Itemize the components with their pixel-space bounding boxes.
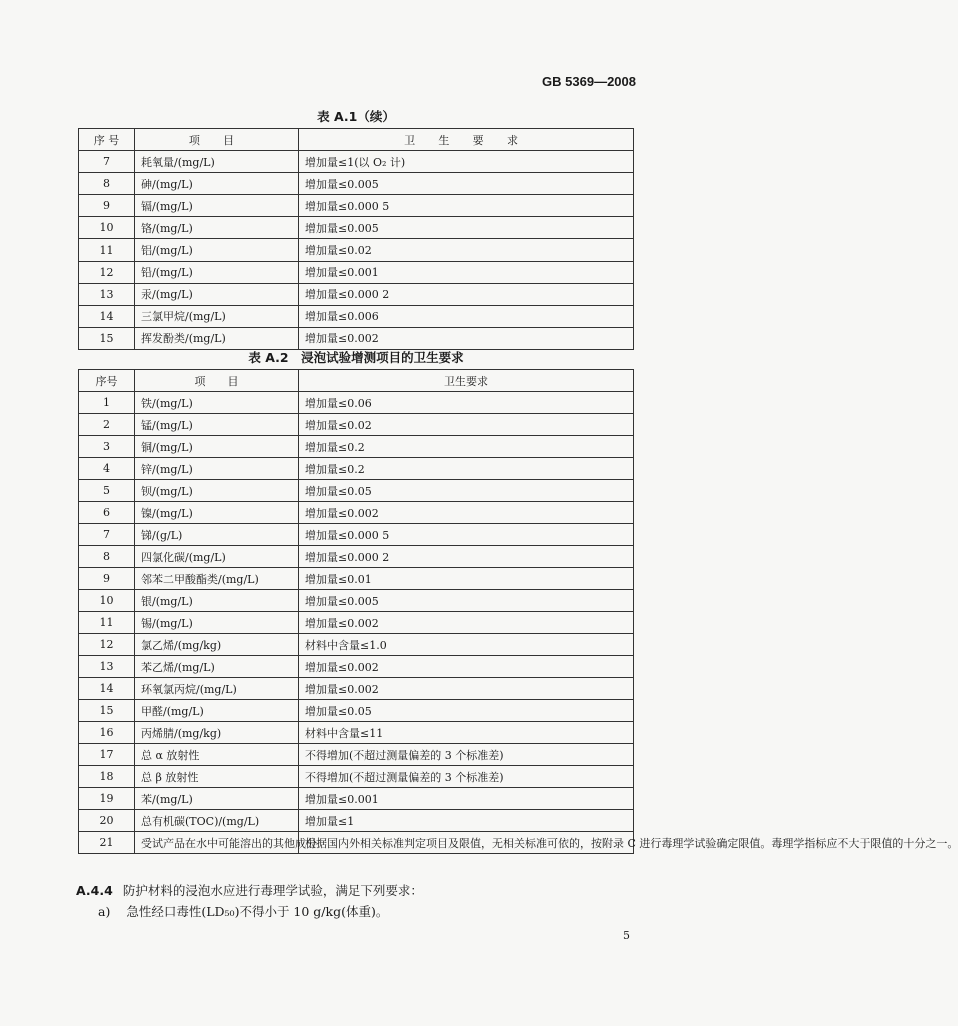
table-row (79, 217, 634, 239)
table-row (79, 546, 634, 568)
cell-requirement: 增加量≤0.002 (299, 327, 634, 349)
cell-item: 邻苯二甲酸酯类/(mg/L) (135, 568, 299, 590)
table-row (79, 195, 634, 217)
cell-item: 总有机碳(TOC)/(mg/L) (135, 810, 299, 832)
table-header-row (79, 129, 634, 151)
cell-no: 12 (79, 261, 135, 283)
clause-item-text: 急性经口毒性(LD₅₀)不得小于 10 g/kg(体重)。 (126, 904, 389, 919)
cell-no: 14 (79, 305, 135, 327)
cell-requirement: 增加量≤0.01 (299, 568, 634, 590)
cell-no: 21 (79, 832, 135, 854)
cell-no: 2 (79, 414, 135, 436)
table-a1 (78, 128, 634, 350)
cell-no: 5 (79, 480, 135, 502)
clause-text: 防护材料的浸泡水应进行毒理学试验，满足下列要求： (122, 883, 423, 898)
table-a2 (78, 369, 958, 854)
cell-item: 锡/(mg/L) (135, 612, 299, 634)
cell-no: 9 (79, 195, 135, 217)
cell-no: 4 (79, 458, 135, 480)
cell-requirement: 增加量≤0.005 (299, 217, 634, 239)
table-row (79, 151, 634, 173)
cell-no: 7 (79, 524, 135, 546)
table-row (79, 568, 634, 590)
cell-no: 3 (79, 436, 135, 458)
table-row (79, 458, 634, 480)
cell-requirement: 增加量≤0.02 (299, 414, 634, 436)
cell-requirement: 增加量≤0.001 (299, 788, 634, 810)
clause-a44 (76, 881, 423, 899)
table-row (79, 305, 634, 327)
cell-item: 锌/(mg/L) (135, 458, 299, 480)
cell-requirement: 增加量≤0.006 (299, 305, 634, 327)
cell-item: 镉/(mg/L) (135, 195, 299, 217)
cell-requirement: 增加量≤0.2 (299, 458, 634, 480)
cell-no: 20 (79, 810, 135, 832)
cell-no: 11 (79, 612, 135, 634)
table-row (79, 414, 634, 436)
cell-item: 锰/(mg/L) (135, 414, 299, 436)
cell-requirement: 不得增加(不超过测量偏差的 3 个标准差) (299, 744, 634, 766)
cell-no: 17 (79, 744, 135, 766)
col-header-item: 项 目 (135, 129, 299, 151)
table-header-row (79, 370, 634, 392)
cell-item: 总 β 放射性 (135, 766, 299, 788)
cell-requirement: 增加量≤1 (299, 810, 634, 832)
cell-no: 14 (79, 678, 135, 700)
cell-item: 铝/(mg/L) (135, 239, 299, 261)
cell-item: 铁/(mg/L) (135, 392, 299, 414)
col-header-requirement: 卫 生 要 求 (299, 129, 634, 151)
table-row (79, 788, 634, 810)
cell-requirement: 增加量≤1(以 O₂ 计) (299, 151, 634, 173)
table-row (79, 766, 634, 788)
cell-item: 环氧氯丙烷/(mg/L) (135, 678, 299, 700)
cell-item: 挥发酚类/(mg/L) (135, 327, 299, 349)
table-row (79, 261, 634, 283)
standard-code: GB 5369—2008 (542, 74, 636, 89)
cell-item: 耗氧量/(mg/L) (135, 151, 299, 173)
cell-requirement: 不得增加(不超过测量偏差的 3 个标准差) (299, 766, 634, 788)
page-number: 5 (623, 929, 630, 942)
cell-requirement: 根据国内外相关标准判定项目及限值，无相关标准可依的，按附录 C 进行毒理学试验确定限值。毒理学指标应不大于限值的十分之一。 (299, 832, 634, 854)
col-header-no: 序 号 (79, 129, 135, 151)
cell-no: 12 (79, 634, 135, 656)
cell-requirement: 增加量≤0.06 (299, 392, 634, 414)
cell-requirement: 增加量≤0.05 (299, 700, 634, 722)
cell-requirement: 增加量≤0.000 5 (299, 524, 634, 546)
cell-item: 受试产品在水中可能溶出的其他成分 (135, 832, 299, 854)
cell-no: 8 (79, 173, 135, 195)
cell-requirement: 材料中含量≤1.0 (299, 634, 634, 656)
cell-item: 铬/(mg/L) (135, 217, 299, 239)
clause-item-label: a) (98, 904, 111, 919)
cell-requirement: 增加量≤0.005 (299, 590, 634, 612)
table-row (79, 436, 634, 458)
clause-item-a (98, 902, 388, 920)
clause-number: A.4.4 (76, 883, 113, 898)
cell-item: 总 α 放射性 (135, 744, 299, 766)
cell-item: 铜/(mg/L) (135, 436, 299, 458)
cell-requirement: 增加量≤0.001 (299, 261, 634, 283)
cell-requirement: 增加量≤0.005 (299, 173, 634, 195)
cell-item: 银/(mg/L) (135, 590, 299, 612)
cell-requirement: 增加量≤0.05 (299, 480, 634, 502)
cell-item: 甲醛/(mg/L) (135, 700, 299, 722)
cell-item: 镍/(mg/L) (135, 502, 299, 524)
cell-item: 汞/(mg/L) (135, 283, 299, 305)
table-row (79, 744, 634, 766)
cell-requirement: 增加量≤0.002 (299, 612, 634, 634)
cell-requirement: 增加量≤0.000 2 (299, 546, 634, 568)
cell-item: 苯乙烯/(mg/L) (135, 656, 299, 678)
cell-item: 砷/(mg/L) (135, 173, 299, 195)
cell-no: 11 (79, 239, 135, 261)
cell-no: 18 (79, 766, 135, 788)
cell-requirement: 增加量≤0.000 5 (299, 195, 634, 217)
cell-no: 15 (79, 327, 135, 349)
cell-item: 丙烯腈/(mg/kg) (135, 722, 299, 744)
table-row (79, 634, 634, 656)
table-row (79, 590, 634, 612)
cell-requirement: 增加量≤0.002 (299, 678, 634, 700)
cell-no: 6 (79, 502, 135, 524)
cell-requirement: 增加量≤0.002 (299, 656, 634, 678)
table-row (79, 700, 634, 722)
col-header-item: 项 目 (135, 370, 299, 392)
cell-no: 9 (79, 568, 135, 590)
cell-item: 氯乙烯/(mg/kg) (135, 634, 299, 656)
cell-no: 13 (79, 283, 135, 305)
table-row (79, 173, 634, 195)
cell-no: 1 (79, 392, 135, 414)
cell-no: 10 (79, 590, 135, 612)
cell-no: 13 (79, 656, 135, 678)
cell-requirement: 材料中含量≤11 (299, 722, 634, 744)
table-row (79, 810, 634, 832)
table-row (79, 327, 634, 349)
cell-requirement: 增加量≤0.000 2 (299, 283, 634, 305)
col-header-no: 序号 (79, 370, 135, 392)
cell-no: 8 (79, 546, 135, 568)
table-row (79, 678, 634, 700)
cell-no: 10 (79, 217, 135, 239)
cell-requirement: 增加量≤0.002 (299, 502, 634, 524)
table-row (79, 656, 634, 678)
cell-no: 7 (79, 151, 135, 173)
table-row (79, 239, 634, 261)
table-row (79, 502, 634, 524)
table-row (79, 392, 634, 414)
cell-item: 钡/(mg/L) (135, 480, 299, 502)
table-row (79, 480, 634, 502)
cell-item: 三氯甲烷/(mg/L) (135, 305, 299, 327)
col-header-requirement: 卫生要求 (299, 370, 634, 392)
table-a1-caption: 表 A.1（续） (317, 109, 395, 124)
table-row (79, 283, 634, 305)
cell-no: 16 (79, 722, 135, 744)
cell-requirement: 增加量≤0.02 (299, 239, 634, 261)
cell-item: 铅/(mg/L) (135, 261, 299, 283)
table-row (79, 524, 634, 546)
table-row (79, 832, 634, 854)
cell-requirement: 增加量≤0.2 (299, 436, 634, 458)
table-a2-caption: 表 A.2 浸泡试验增测项目的卫生要求 (248, 350, 464, 365)
table-row (79, 612, 634, 634)
cell-no: 15 (79, 700, 135, 722)
table-row (79, 722, 634, 744)
cell-item: 苯/(mg/L) (135, 788, 299, 810)
cell-no: 19 (79, 788, 135, 810)
cell-item: 锑/(g/L) (135, 524, 299, 546)
cell-item: 四氯化碳/(mg/L) (135, 546, 299, 568)
